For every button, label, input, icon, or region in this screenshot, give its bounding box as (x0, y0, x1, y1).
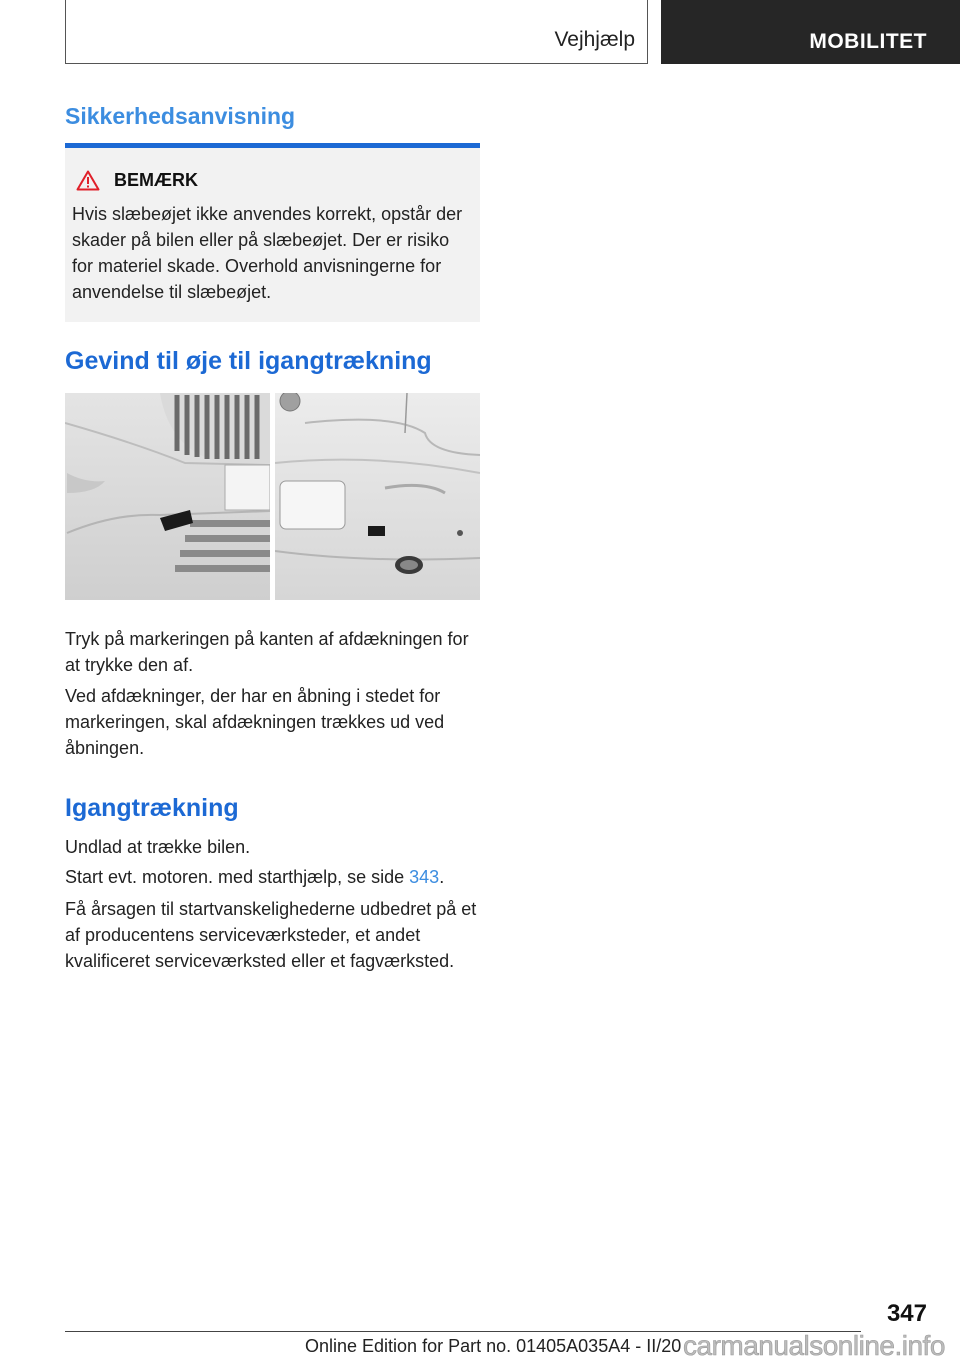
header-section-title: Vejhjælp (554, 28, 635, 51)
header-chapter-tab (661, 0, 960, 64)
igang-p2 (65, 864, 485, 890)
notice-box (65, 143, 480, 322)
car-bumper-photo (65, 393, 480, 600)
page-number: 347 (886, 1300, 927, 1327)
igang-p2-suffix: . (439, 867, 445, 887)
watermark: carmanualsonline.info (683, 1330, 945, 1361)
igang-p1: Undlad at trække bilen. (65, 837, 251, 857)
warning-triangle-icon (76, 170, 100, 191)
notice-header (72, 170, 472, 191)
safety-heading: Sikkerhedsanvisning (65, 103, 296, 129)
instruction-1: Tryk på markeringen på kanten af afdækningen for at trykke den af. (65, 629, 469, 675)
igang-p3: Få årsagen til startvanskelighederne udbedret på et af producentens serviceværksteder, et andet kvalificeret serviceværksted eller et fagværksted. (65, 899, 477, 971)
thread-heading: Gevind til øje til igangtrækning (65, 347, 432, 375)
igang-heading: Igangtrækning (65, 794, 239, 822)
header-chapter-title: MOBILITET (809, 30, 927, 53)
igang-p2-text: Start evt. motoren. med starthjælp, se side (65, 867, 410, 887)
footer-text: Online Edition for Part no. 01405A035A4 - II/20 (305, 1336, 682, 1356)
page-link-343[interactable]: 343 (409, 867, 440, 887)
instruction-2: Ved afdækninger, der har en åbning i stedet for markeringen, skal afdækningen trækkes ud ved åbningen. (65, 686, 445, 758)
notice-text: Hvis slæbeøjet ikke anvendes korrekt, opstår der skader på bilen eller på slæbeøjet. Der er risiko for materiel skade. Overhold anvisningerne for anvendelse til slæbeøjet. (72, 204, 463, 302)
header-section-box (65, 0, 648, 64)
notice-label: BEMÆRK (114, 170, 198, 190)
